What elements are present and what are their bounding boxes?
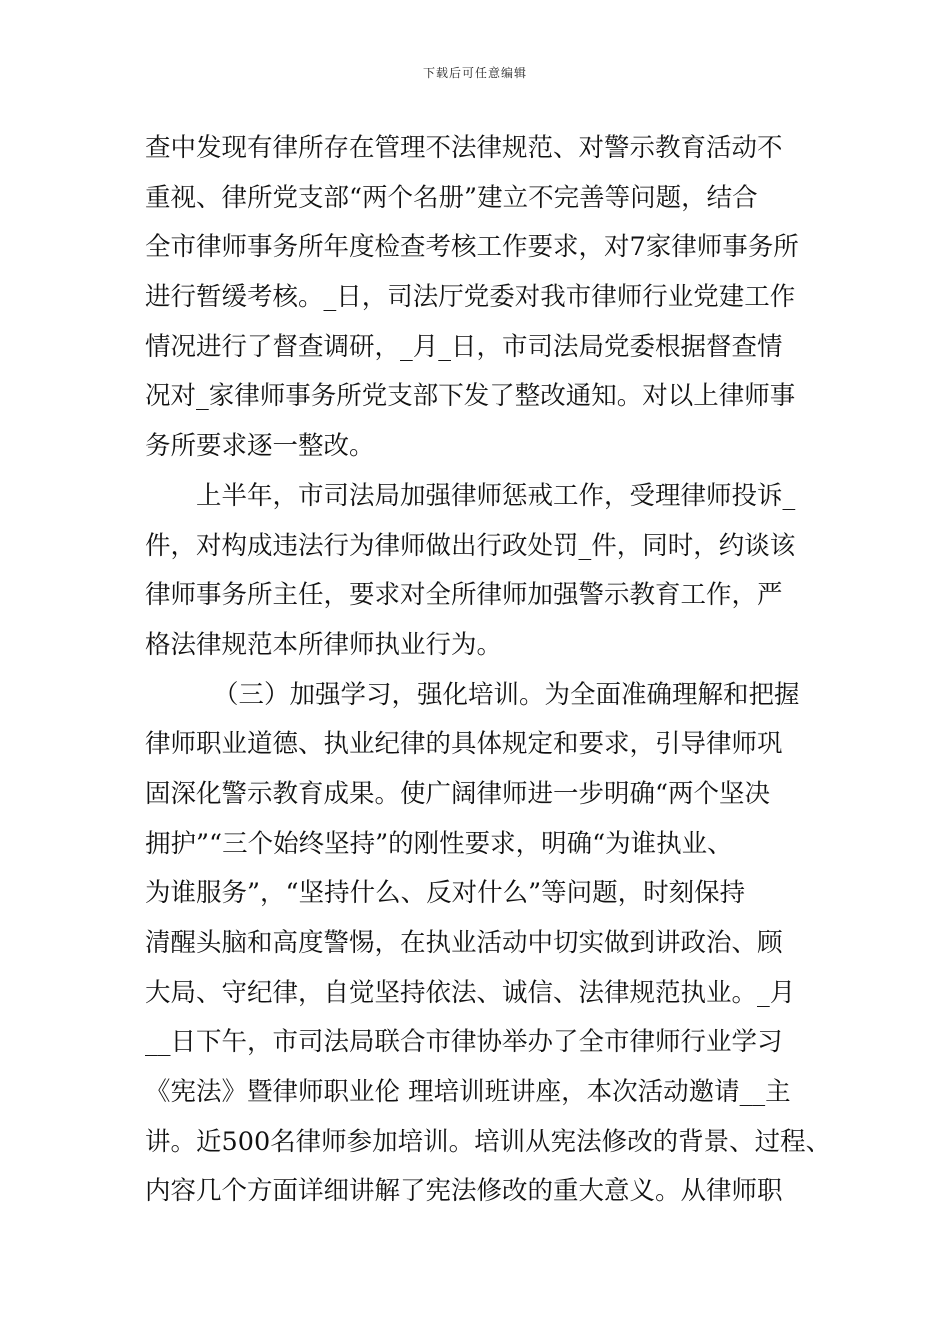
text-line: 查中发现有律所存在管理不法律规范、对警示教育活动不 <box>145 133 783 163</box>
text-line: 讲。近500名律师参加培训。培训从宪法修改的背景、过程、 <box>145 1126 832 1157</box>
text-line: 情况进行了督查调研，_月_日，市司法局党委根据督查情 <box>145 331 783 362</box>
document-body <box>145 124 832 1217</box>
page-header: 下载后可任意编辑 <box>422 66 527 80</box>
text-line: 拥护”“三个始终坚持”的刚性要求，明确“为谁执业、 <box>145 828 733 859</box>
text-line: 格法律规范本所律师执业行为。 <box>145 629 503 660</box>
text-line: 律师事务所主任，要求对全所律师加强警示教育工作，严 <box>145 580 783 611</box>
text-line: 件，对构成违法行为律师做出行政处罚_件，同时，约谈该 <box>145 530 796 561</box>
paragraph-first-line: 上半年，市司法局加强律师惩戒工作，受理律师投诉_ <box>196 480 796 511</box>
text-line: 为谁服务”，“坚持什么、反对什么”等问题，时刻保持 <box>145 878 746 909</box>
text-line: 《宪法》暨律师职业伦 理培训班讲座，本次活动邀请__主 <box>145 1077 791 1108</box>
text-line: 务所要求逐一整改。 <box>145 431 375 462</box>
text-line: 大局、守纪律，自觉坚持依法、诚信、法律规范执业。_月 <box>145 977 796 1008</box>
section-heading-line: （三）加强学习，强化培训。为全面准确理解和把握 <box>213 679 800 710</box>
text-line: 全市律师事务所年度检查考核工作要求，对7家律师事务所 <box>145 232 799 263</box>
text-line: 重视、律所党支部“两个名册”建立不完善等问题，结合 <box>145 182 758 213</box>
text-line: 况对_家律师事务所党支部下发了整改通知。对以上律师事 <box>145 381 796 412</box>
text-line: 进行暂缓考核。_日，司法厅党委对我市律师行业党建工作 <box>145 282 796 313</box>
text-line: 固深化警示教育成果。使广阔律师进一步明确“两个坚决 <box>145 778 771 809</box>
text-line: 清醒头脑和高度警惕，在执业活动中切实做到讲政治、顾 <box>145 928 783 958</box>
text-line: __日下午，市司法局联合市律协举办了全市律师行业学习 <box>145 1027 783 1058</box>
text-line: 内容几个方面详细讲解了宪法修改的重大意义。从律师职 <box>145 1176 783 1207</box>
text-line: 律师职业道德、执业纪律的具体规定和要求，引导律师巩 <box>145 729 783 760</box>
